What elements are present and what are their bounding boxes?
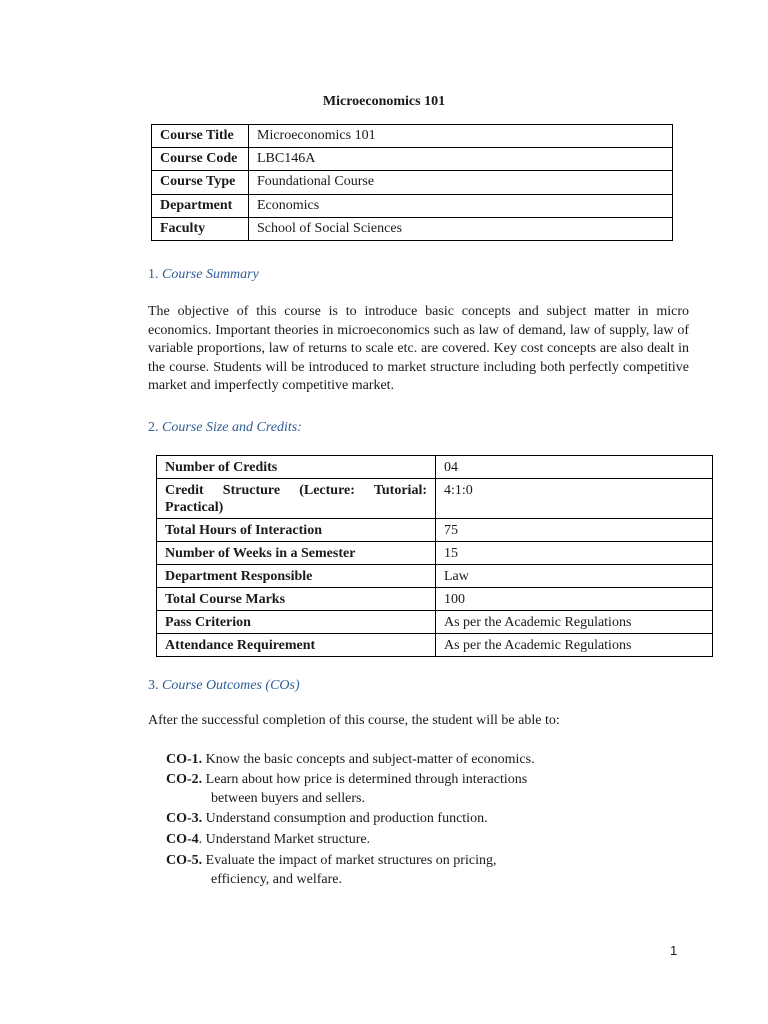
- section-number: 1.: [148, 267, 159, 282]
- credits-key: Number of Weeks in a Semester: [157, 542, 436, 565]
- table-row: [157, 542, 713, 565]
- outcome-text: . Understand Market structure.: [198, 832, 371, 847]
- outcome-code: CO-3.: [166, 811, 203, 826]
- credits-key: Number of Credits: [157, 456, 436, 479]
- outcome-text: Understand consumption and production function.: [202, 811, 488, 826]
- table-row: [157, 479, 713, 519]
- table-row: [152, 217, 673, 240]
- outcomes-intro: After the successful completion of this course, the student will be able to:: [148, 713, 560, 728]
- credits-key-line: Credit Structure (Lecture: Tutorial:: [165, 483, 427, 498]
- section-title: Course Outcomes (COs): [162, 678, 300, 693]
- outcome-text-continued: between buyers and sellers.: [211, 791, 365, 806]
- section-number: 2.: [148, 420, 159, 435]
- credits-key-line: Practical): [165, 500, 224, 515]
- info-key: Department: [152, 194, 249, 217]
- section-heading-summary: [148, 267, 259, 283]
- outcome-text: Evaluate the impact of market structures on pricing,: [202, 853, 497, 868]
- credits-value: 4:1:0: [436, 479, 713, 519]
- section-title: Course Summary: [162, 267, 259, 282]
- page-number: 1: [670, 943, 678, 958]
- credits-value: 04: [436, 456, 713, 479]
- table-row: [157, 519, 713, 542]
- outcome-item: [166, 770, 572, 808]
- outcome-text: Learn about how price is determined through interactions: [202, 772, 528, 787]
- credits-key: Total Hours of Interaction: [157, 519, 436, 542]
- table-row: [157, 588, 713, 611]
- outcome-item: [166, 750, 572, 769]
- outcome-code: CO-5.: [166, 853, 203, 868]
- outcome-text-continued: efficiency, and welfare.: [211, 872, 342, 887]
- info-value: Economics: [249, 194, 673, 217]
- section-heading-outcomes: [148, 678, 300, 694]
- credits-value: As per the Academic Regulations: [436, 611, 713, 634]
- credits-key: Pass Criterion: [157, 611, 436, 634]
- credits-value: Law: [436, 565, 713, 588]
- credits-value: 100: [436, 588, 713, 611]
- credits-key: Total Course Marks: [157, 588, 436, 611]
- info-key: Course Code: [152, 148, 249, 171]
- table-row: [152, 125, 673, 148]
- table-row: [157, 611, 713, 634]
- info-value: Foundational Course: [249, 171, 673, 194]
- table-row: [157, 634, 713, 657]
- credits-value: 75: [436, 519, 713, 542]
- outcome-item: [166, 809, 572, 828]
- document-title: Microeconomics 101: [322, 94, 446, 109]
- table-row: [157, 456, 713, 479]
- info-value: School of Social Sciences: [249, 217, 673, 240]
- table-row: [152, 194, 673, 217]
- table-row: [157, 565, 713, 588]
- credits-key: Attendance Requirement: [157, 634, 436, 657]
- credits-table: [156, 455, 713, 657]
- section-number: 3.: [148, 678, 159, 693]
- table-row: [152, 148, 673, 171]
- credits-key: [157, 479, 436, 519]
- credits-key: Department Responsible: [157, 565, 436, 588]
- course-info-table: [151, 124, 673, 241]
- info-value: Microeconomics 101: [249, 125, 673, 148]
- summary-paragraph: The objective of this course is to introduce basic concepts and subject matter in micro economics. Important theories in microeconomics such as law of demand, law of supply, law of variable proportions, law of returns to scale etc. are covered. Key cost concepts are also dealt in the course. Students will be introduced to market structure including both perfectly competitive market and imperfectly competitive market.: [148, 304, 689, 394]
- outcome-code: CO-4: [166, 832, 199, 847]
- section-heading-credits: [148, 420, 302, 436]
- info-key: Faculty: [152, 217, 249, 240]
- info-key: Course Type: [152, 171, 249, 194]
- outcome-code: CO-2.: [166, 772, 203, 787]
- credits-value: 15: [436, 542, 713, 565]
- outcome-text: Know the basic concepts and subject-matter of economics.: [202, 752, 535, 767]
- credits-value: As per the Academic Regulations: [436, 634, 713, 657]
- info-value: LBC146A: [249, 148, 673, 171]
- outcome-code: CO-1.: [166, 752, 203, 767]
- outcome-item: [166, 851, 572, 889]
- info-key: Course Title: [152, 125, 249, 148]
- section-title: Course Size and Credits:: [162, 420, 302, 435]
- outcome-item: [166, 830, 572, 849]
- table-row: [152, 171, 673, 194]
